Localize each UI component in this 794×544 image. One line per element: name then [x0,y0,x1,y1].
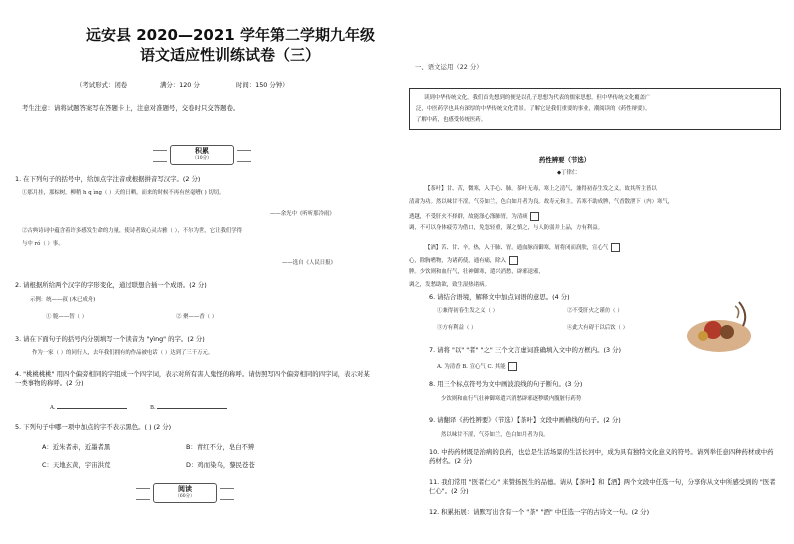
herb-slice [698,331,708,341]
para-tea-line-3 [409,212,540,221]
answer-box-1[interactable] [530,212,539,221]
question-8-stem: 8. 用三个标点符号为文中画波浪线的句子断句。(3 分) [429,380,583,388]
para-tea-line-4: 调，不可以身体疲劳为借口，免忽轻重，谨之慎之，与人防弱并上品，方有利益。 [409,225,604,231]
question-1-source-1: ——余光中《听听那冷雨》 [270,211,335,217]
intro-line-2: 泛，中医药学也具有深厚的中华传统文化背景。了解它是我们重要的事业，潮阅读的《药性辩要》， [416,106,651,112]
question-2-stem: 2. 请根据所给两个汉字的字形变化，通过联想合插一个成语。(2 分) [15,281,207,289]
question-1-stem: 1. 在下列句子的括号中，给加点字注音或根据拼音写汉字。(2 分) [15,175,201,183]
notice-text: 考生注意：请将试题答案写在答题卡上，注意对准题号，交卷时只交答题卷。 [22,104,240,112]
section-score: （10分） [192,156,212,161]
banner-ornament-left [153,150,167,162]
question-2-option-2: ② 聚——香（ ） [176,314,218,320]
para-wine-line-1-text: 【酒】苦、甘、辛，热，入于肺、胃。通血脉而御寒，屑将闭而润肤，宣心气 [425,245,609,251]
exam-title-line1: 远安县 2020—2021 学年第二学期九年级 [86,26,375,44]
question-5-option-c: C：天地玄黄，宇宙洪荒 [42,461,111,469]
question-4-stem: 4. "桃桃桃桃" 用四个偏旁相同的字组成一个四字词，表示对所有害人鬼怪的称呼。请仿照写四个偏旁相同的四字词，表示对某一类事物的称呼。(2 分) [15,370,370,387]
exam-form: （考试形式：闭卷 [76,81,128,89]
question-5-option-b: B：青红不分，皂白不辨 [186,443,255,451]
question-6-item-3: ③方有利益（ ） [437,325,477,331]
question-6-item-2: ②不受肝火之谨彷（ ） [567,308,623,314]
question-2-option-1: ① 脆——智（ ） [46,314,88,320]
section-banner-accumulate [170,145,234,165]
para-tea-line-1: 【茶叶】甘、苦，微寒，入手心、肺。茶叶无毒，寒上之清气，兼得初春生发之义，故其所主皆以 [425,186,657,192]
question-5-option-d: D：鸡而染乌，黎民苍苍 [186,461,255,469]
question-3-line: 作为一家（ ）的同行人，去年我们拥有的作品被电话（ ）达到了三千万元。 [32,350,214,356]
question-1-line-2: ②古典诗词中蕴含着许多感发生命的力量，使诗者致心灵古雅（ ），不尔为世，它让我们学得 [22,228,243,234]
para-tea-line-2: 清肃为功。然以味甘不涩，气芬如兰，色白如月者为良。故寿元和主。苦寒不助成脾，气香散泄下（内）寒气， [409,199,674,205]
para-tea-line-3-text: 透越，不受肝火不择群，故能涤心涤肺胃，为清痰 [409,214,528,220]
question-8-line: 少饮则和血行气壮神御寒遣兴消愁辟邪逐秽暖内腹脏行药势 [441,396,582,402]
right-column [397,0,794,544]
full-score: 满分：120 分 [160,81,200,89]
question-12-stem: 12. 积累拓展：请默写出含有一个 "茶" "酒" 中任选一字的古诗文一句。(2 分) [429,508,650,516]
banner-ornament-left [136,488,150,500]
question-1-source-2: ——选自《人民日报》 [282,260,336,266]
question-9-stem: 9. 请翻译《药性辨要》（节选）【茶叶】文段中画横线的句子。(2 分) [429,416,621,424]
question-2-example: 示例：统——叔 (木已成舟) [30,297,96,303]
article-author: ◆丁律仁 [557,170,578,176]
section-title: 积累 [195,146,209,155]
question-5-option-a: A：近朱者赤，近墨者黑 [42,443,111,451]
answer-box-4[interactable] [508,362,517,371]
answer-a-label: A. [50,405,56,411]
question-7-options-text: A. 为清香 B. 宣心气 C. 其能 [437,364,506,370]
exam-time: 时间：150 分钟） [236,81,289,89]
question-11-stem: 11. 我们常用 "医者仁心" 来赞扬医生的品德。请从【茶叶】和【酒】两个文段中任选一句，分享你从文中所感受到的 "医者仁心"。(2 分) [429,478,776,495]
question-1-line-1: ①那月挂，那棕树，柳稍 h q ìng（ ）天的日晒，而来的时候不再有丝毫嘈( ) 切切。 [22,190,225,196]
question-6-item-1: ①兼得初春生发之义（ ） [437,308,499,314]
question-10-stem: 10. 中药药材既是治病的良药，也总是生活场景的生活长河中，成为具有独特文化意义的符号。请列举任意四种药材或中药药材名。(2 分) [429,448,774,465]
intro-box [409,88,781,130]
section-score: （60分） [175,494,195,499]
banner-ornament-right [220,488,234,500]
question-9-line: 然以味甘不涩，气芬如兰，色白如月者为良。 [441,432,549,438]
question-3-stem: 3. 请在下面句子的括号内分别填写一个读音为 "yìng" 的字。(2 分) [15,335,205,343]
answer-b-label: B. [150,405,156,411]
answer-a-line[interactable] [57,402,127,409]
question-4-answer-a [50,402,127,412]
para-wine-line-2 [409,256,519,265]
question-7-stem: 7. 请将 "以" "者" "之" 三个文言虚词准确填入文中的方框内。(3 分) [429,346,621,354]
intro-line-3: 了解中药，也感受传统医药。 [416,117,487,123]
answer-b-line[interactable] [157,402,227,409]
para-wine-line-1 [425,243,621,252]
section-heading: 一、语文运用（22 分） [415,63,483,71]
answer-box-3[interactable] [509,256,518,265]
para-wine-line-4: 调之，发愁助欲，致生湿热诸病。 [409,282,490,288]
question-6-item-4: ④此大有碍于以后饮（ ） [567,325,629,331]
question-6-stem: 6. 请结合语境，解释文中加点词语的意思。(4 分) [429,293,570,301]
question-4-answer-b [150,402,227,412]
answer-box-2[interactable] [611,243,620,252]
intro-line-1: 读到中华传统文化，我们首先想到的便是以孔子思想为代表的儒家思想，但中华传统文化覆盖广 [424,95,651,101]
para-wine-line-2-text: 心，除胸嗜物，为诸药使，通有痛，除入 [409,258,507,264]
question-1-line-3: 与中 ró（ ）事。 [22,241,64,247]
exam-title-line2: 语文适应性训练试卷（三） [140,46,321,64]
para-wine-line-3: 脾。少饮则和血行气，壮神御寒，遣兴消愁，辟邪退邪， [409,269,544,275]
banner-ornament-right [237,150,251,162]
herb-leaf [735,306,739,318]
section-banner-reading [153,483,217,503]
question-5-stem: 5. 下列句子中哪一项中加点的字不表示黑色。( ) (2 分) [15,423,172,431]
article-title: 药性辨要（节选） [539,156,591,164]
herb-root [720,325,734,339]
question-7-options [437,362,518,371]
herbal-medicine-illustration [679,296,759,358]
herb-branch [739,302,745,326]
section-title: 阅读 [178,484,192,493]
